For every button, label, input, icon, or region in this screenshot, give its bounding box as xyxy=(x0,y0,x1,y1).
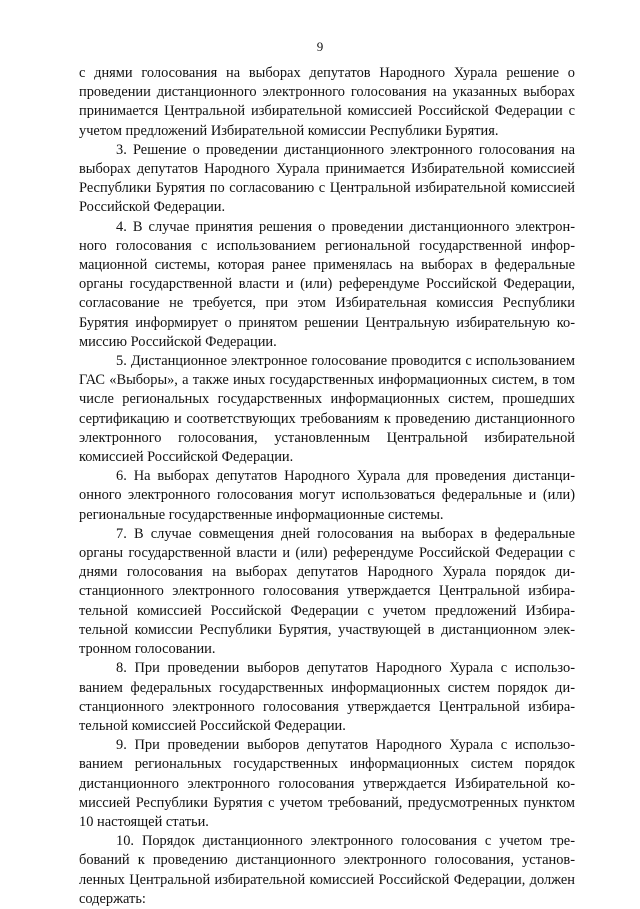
paragraph-item-7: 7. В случае совмещения дней голосования на выборах в федеральные органы государственной власти и (или) референдуме Российской Федерации с днями голосования на выборах депутатов Народного Хурала порядок дистанционного электронного голосования утверждается Центральной избирательной комиссией Российской Федерации с учетом предложений Избирательной комиссии Республики Бурятия, участвующей в дистанционном электронном голосовании. xyxy=(79,525,575,658)
paragraph-item-4: 4. В случае принятия решения о проведении дистанционного электронного голосования с использованием региональной государственной информационной системы, которая ранее применялась на выборах в федеральные органы государственной власти и (или) референдуме Российской Федерации, согласование не требуется, при этом Избирательная комиссия Республики Бурятия информирует о принятом решении Центральную избирательную комиссию Российской Федерации. xyxy=(79,218,575,350)
paragraph-item-10: 10. Порядок дистанционного электронного голосования с учетом требований к проведению дистанционного электронного голосования, установленных Центральной избирательной комиссией Российской Федерации, должен содержать: xyxy=(79,833,575,907)
paragraph-item-8: 8. При проведении выборов депутатов Народного Хурала с использованием федеральных государственных информационных систем порядок дистанционного электронного голосования утверждается Центральной избирательной комиссией Российской Федерации. xyxy=(79,660,575,734)
document-body xyxy=(79,64,575,909)
paragraph-item-5: 5. Дистанционное электронное голосование проводится с использованием ГАС «Выборы», а также иных государственных информационных систем, в том числе региональных государственных информационных систем, прошедших сертификацию и соответствующих требованиям к проведению дистанционного электронного голосования, установленным Центральной избирательной комиссией Российской Федерации. xyxy=(79,353,575,466)
paragraph-item-3: 3. Решение о проведении дистанционного электронного голосования на выборах депутатов Народного Хурала принимается Избирательной комиссией Республики Бурятия по согласованию с Центральной избирательной комиссией Российской Федерации. xyxy=(79,141,575,216)
page-number: 9 xyxy=(316,39,324,54)
paragraph-item-9: 9. При проведении выборов депутатов Народного Хурала с использованием региональных государственных информационных систем порядок дистанционного электронного голосования утверждается Избирательной комиссией Республики Бурятия с учетом требований, предусмотренных пунктом 10 настоящей статьи. xyxy=(79,737,575,830)
paragraph-continuation: с днями голосования на выборах депутатов Народного Хурала решение о проведении дистанционного электронного голосования на указанных выборах принимается Центральной избирательной комиссией Российской Федерации с учетом предложений Избирательной комиссии Республики Бурятия. xyxy=(79,65,575,139)
paragraph-item-6: 6. На выборах депутатов Народного Хурала для проведения дистанционного электронного голосования могут использоваться федеральные и (или) региональные государственные информационные системы. xyxy=(79,468,575,523)
